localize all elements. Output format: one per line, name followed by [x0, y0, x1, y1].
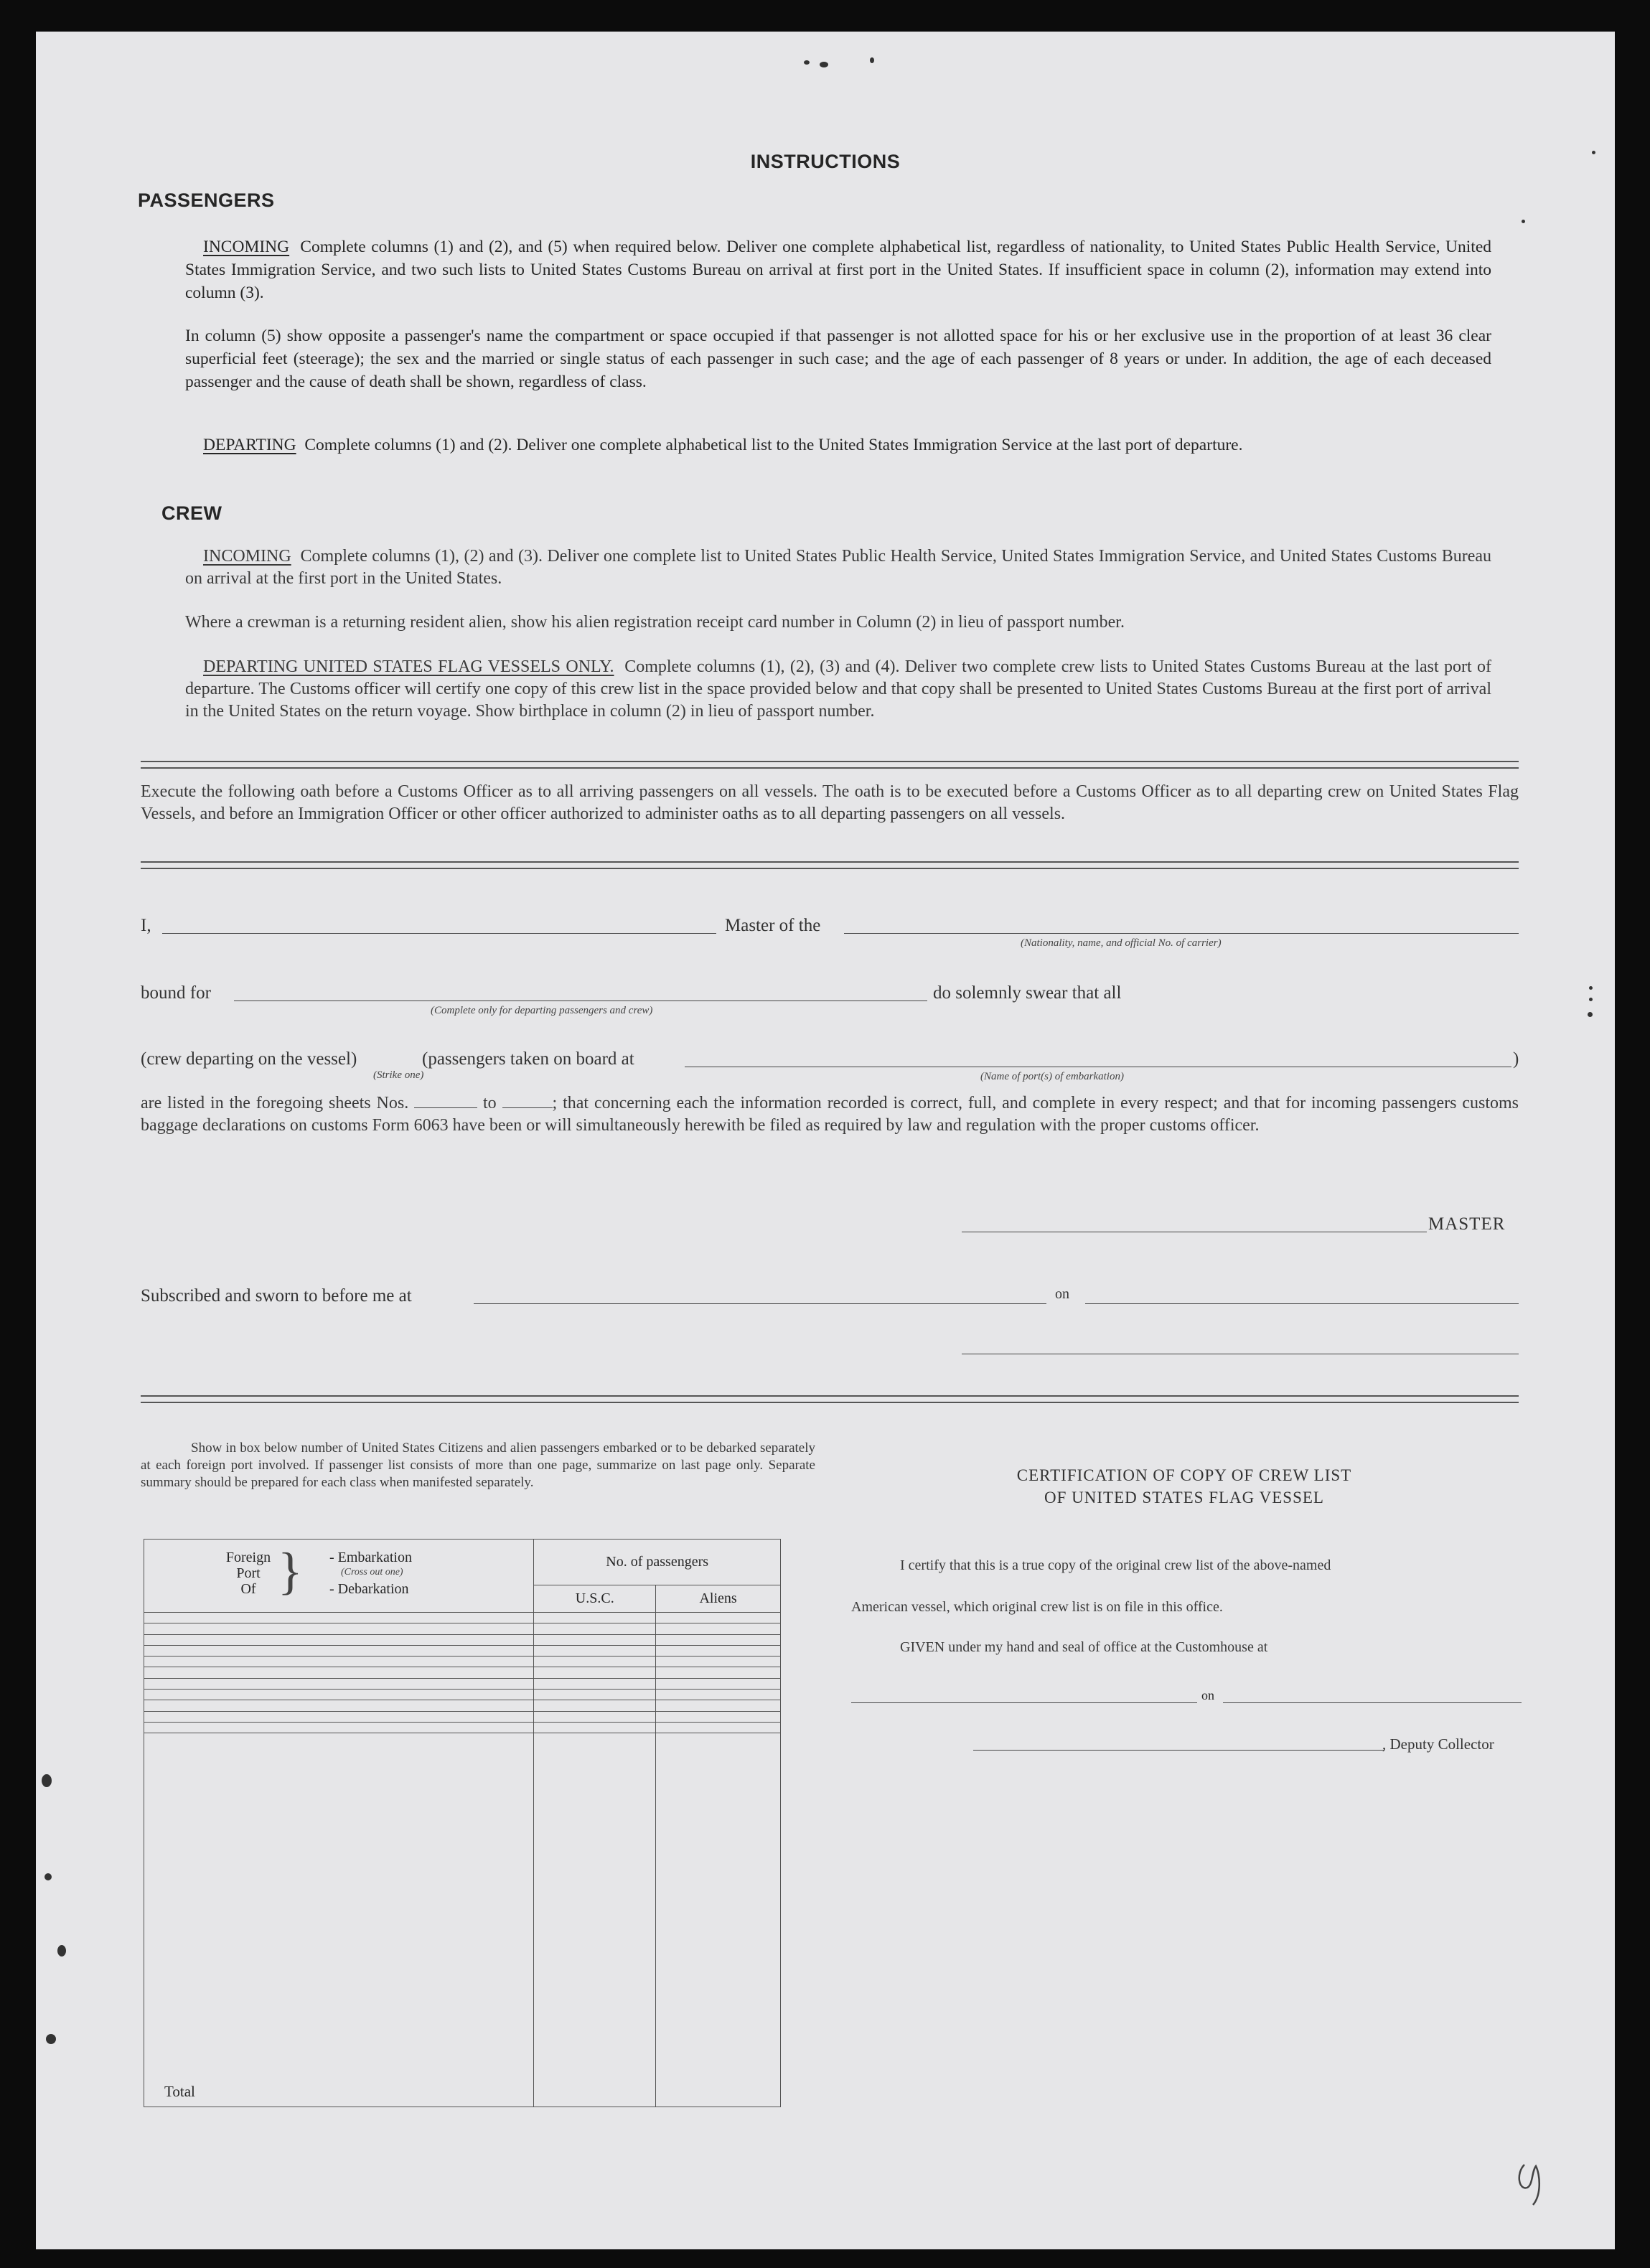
subscribed-place-field[interactable]	[474, 1303, 1046, 1304]
scan-speck	[42, 1774, 52, 1787]
crew-departing-option[interactable]: (crew departing on the vessel)	[141, 1049, 357, 1069]
master-of-the-label: Master of the	[725, 916, 821, 935]
crew-returning-instruction	[185, 611, 1491, 634]
scan-speck	[46, 2034, 56, 2044]
passengers-departing-label: DEPARTING	[203, 436, 296, 454]
table-row[interactable]	[144, 1645, 781, 1656]
master-label: MASTER	[1428, 1214, 1506, 1234]
foreign-label: Foreign	[225, 1550, 271, 1565]
table-row[interactable]	[144, 1623, 781, 1634]
scan-speck	[44, 1873, 52, 1880]
section-divider	[141, 761, 1519, 769]
scan-speck	[1589, 986, 1593, 990]
certify-text: I certify that this is a true copy of the original crew list of the above-named	[900, 1557, 1331, 1573]
cert-on-label: on	[1201, 1688, 1214, 1702]
crew-incoming-instruction	[185, 545, 1491, 590]
aliens-header: Aliens	[656, 1585, 781, 1613]
sheet-to-field[interactable]	[502, 1095, 553, 1108]
table-row[interactable]	[144, 1678, 781, 1689]
close-paren: )	[1513, 1049, 1519, 1069]
table-header-row	[144, 1540, 781, 1585]
crew-departing-instruction	[185, 656, 1491, 723]
scan-speck	[1592, 151, 1595, 154]
passengers-column5-instruction	[185, 324, 1491, 393]
cross-out-hint: (Cross out one)	[341, 1567, 403, 1578]
usc-header: U.S.C.	[534, 1585, 656, 1613]
no-of-passengers-header: No. of passengers	[534, 1540, 781, 1585]
debarkation-option[interactable]: - Debarkation	[329, 1581, 409, 1597]
table-row[interactable]	[144, 1700, 781, 1711]
to-label: to	[482, 1094, 497, 1112]
table-row[interactable]	[144, 1634, 781, 1645]
port-label: Port	[236, 1565, 261, 1581]
total-label: Total	[144, 1733, 534, 2107]
summary-note: Show in box below number of United States Citizens and alien passengers embarked or to be debarked separately at each foreign port involved. If passenger list consists of more than one page, summarize on last page only. Separate summary should be prepared for each class when manifested separately.	[141, 1440, 815, 1490]
scan-speck	[1589, 998, 1593, 1001]
passengers-column5-text: In column (5) show opposite a passenger's name the compartment or space occupied if that passenger is not allotted space for his or her exclusive use in the proportion of at least 36 clear superficial feet (steerage); the sex and the married or single status of each passenger in such case; and the age of each passenger of 8 years or under. In addition, the age of each deceased passenger and the cause of death shall be shown, regardless of class.	[185, 327, 1491, 391]
scan-speck	[820, 62, 828, 67]
oath-intro: Execute the following oath before a Customs Officer as to all arriving passengers on all vessels. The oath is to be executed before a Customs Officer as to all departing crew on United States Flag Vessels, and before an Immigration Officer or other officer authorized to administer oaths as to all departing passengers on all vessels.	[141, 782, 1519, 823]
swear-label: do solemnly swear that all	[933, 983, 1122, 1003]
ports-hint: (Name of port(s) of embarkation)	[980, 1071, 1124, 1082]
carrier-hint: (Nationality, name, and official No. of carrier)	[1021, 937, 1222, 949]
total-row[interactable]	[144, 1733, 781, 2107]
subscribed-date-field[interactable]	[1085, 1303, 1519, 1304]
crew-returning-text: Where a crewman is a returning resident alien, show his alien registration receipt card number in Column (2) in lieu of passport number.	[185, 613, 1125, 632]
master-name-field[interactable]	[162, 933, 716, 934]
table-row[interactable]	[144, 1722, 781, 1733]
handwritten-mark	[1511, 2159, 1555, 2209]
crew-heading: CREW	[161, 502, 222, 524]
american-vessel-text: American vessel, which original crew list is on file in this office.	[851, 1599, 1223, 1615]
passengers-taken-option[interactable]: (passengers taken on board at	[422, 1049, 634, 1069]
listed-in-label: are listed in the foregoing sheets Nos.	[141, 1094, 409, 1112]
scan-speck	[1522, 220, 1525, 223]
oath-statement	[141, 1092, 1519, 1137]
foreign-port-of-label	[216, 1550, 281, 1597]
deputy-collector-label: , Deputy Collector	[1382, 1735, 1494, 1753]
subscribed-label: Subscribed and sworn to before me at	[141, 1286, 412, 1306]
deputy-signature-field[interactable]	[973, 1750, 1384, 1751]
form-sheet	[36, 32, 1615, 2249]
table-row[interactable]	[144, 1690, 781, 1700]
crew-incoming-label: INCOMING	[203, 547, 291, 566]
table-row[interactable]	[144, 1711, 781, 1722]
customhouse-field[interactable]	[851, 1702, 1197, 1703]
sheet-from-field[interactable]	[414, 1095, 477, 1108]
passengers-incoming-text: Complete columns (1) and (2), and (5) when required below. Deliver one complete alphabetical list, regardless of nationality, to United States Public Health Service, United States Immigration Service, and two such lists to United States Customs Bureau on arrival at first port in the United States. If insufficient space in column (2), information may extend into column (3).	[185, 238, 1492, 302]
scan-speck	[804, 60, 810, 65]
certification-heading	[861, 1464, 1507, 1509]
on-label: on	[1055, 1286, 1069, 1302]
passengers-departing-text: Complete columns (1) and (2). Deliver one complete alphabetical list to the United States Immigration Service at the last port of departure.	[304, 436, 1243, 454]
cert-date-field[interactable]	[1223, 1702, 1522, 1703]
crew-departing-label: DEPARTING UNITED STATES FLAG VESSELS ONLY.	[203, 657, 614, 676]
table-row[interactable]	[144, 1613, 781, 1623]
scan-speck	[870, 57, 874, 63]
passengers-departing-instruction	[185, 434, 1491, 456]
certification-heading-line-1: CERTIFICATION OF COPY OF CREW LIST	[1016, 1466, 1352, 1484]
section-divider	[141, 861, 1519, 869]
passengers-incoming-label: INCOMING	[203, 238, 290, 256]
section-divider	[141, 1395, 1519, 1403]
page-title: INSTRUCTIONS	[750, 151, 901, 172]
passengers-heading: PASSENGERS	[138, 189, 275, 211]
brace-icon: }	[278, 1542, 303, 1600]
crew-incoming-text: Complete columns (1), (2) and (3). Deliver one complete list to United States Public Health Service, United States Immigration Service, and United States Customs Bureau on arrival at the first port in the United States.	[185, 547, 1491, 588]
table-row[interactable]	[144, 1657, 781, 1667]
passengers-incoming-instruction	[185, 235, 1491, 304]
strike-one-hint: (Strike one)	[373, 1069, 424, 1081]
scan-speck	[1588, 1012, 1593, 1017]
given-text: GIVEN under my hand and seal of office at the Customhouse at	[900, 1639, 1268, 1655]
crew-departing-text: Complete columns (1), (2), (3) and (4). Deliver two complete crew lists to United States Customs Bureau at the last port of departure. The Customs officer will certify one copy of this crew list in the space provided below and that copy shall be presented to United States Customs Bureau at the first port of arrival in the United States on the return voyage. Show birthplace in column (2) in lieu of passport number.	[185, 657, 1491, 721]
statement-rest: ; that concerning each the information recorded is correct, full, and complete in every respect; and that for incoming passengers customs baggage declarations on customs Form 6063 have been or will simultaneously herewith be filed as required by law and regulation with the proper customs officer.	[141, 1094, 1519, 1135]
carrier-field[interactable]	[844, 933, 1519, 934]
bound-for-hint: (Complete only for departing passengers and crew)	[431, 1005, 653, 1016]
i-label: I,	[141, 916, 151, 935]
of-label: Of	[240, 1581, 256, 1597]
bound-for-label: bound for	[141, 983, 211, 1003]
passenger-summary-table	[144, 1539, 781, 2107]
table-row[interactable]	[144, 1667, 781, 1678]
embarkation-option[interactable]: - Embarkation	[329, 1550, 412, 1565]
certification-heading-line-2: OF UNITED STATES FLAG VESSEL	[1044, 1489, 1324, 1506]
port-header-cell	[144, 1540, 534, 1613]
scan-speck	[57, 1945, 66, 1957]
